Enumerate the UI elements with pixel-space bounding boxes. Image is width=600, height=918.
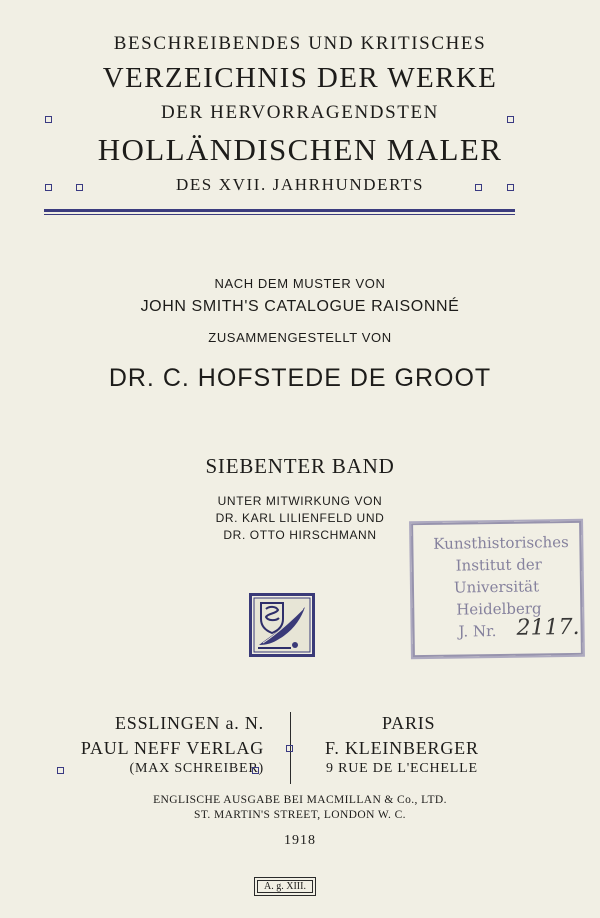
square-ornament-icon (252, 767, 259, 774)
title-line-2: VERZEICHNIS DER WERKE (102, 62, 498, 94)
title-rule-thin (44, 214, 515, 215)
author-name: DR. C. HOFSTEDE DE GROOT (108, 364, 492, 392)
square-ornament-icon (475, 184, 482, 191)
shelfmark-label: A. g. XIII. (254, 877, 316, 896)
square-ornament-icon (507, 184, 514, 191)
stamp-number: 2117. (516, 614, 580, 641)
english-edition-line-1: ENGLISCHE AUSGABE BEI MACMILLAN & Co., LTD. (153, 794, 447, 806)
square-ornament-icon (45, 184, 52, 191)
collab-line-2: DR. KARL LILIENFELD UND (215, 511, 385, 525)
publisher-right-name: F. KLEINBERGER (325, 738, 479, 758)
collab-line-1: UNTER MITWIRKUNG VON (217, 494, 383, 508)
title-rule-thick (44, 209, 515, 212)
model-line-3: ZUSAMMENGESTELLT VON (208, 330, 392, 345)
publisher-left-detail: (MAX SCHREIBER) (129, 761, 264, 776)
stamp-line-4: Heidelberg (456, 599, 542, 619)
publisher-left-name: PAUL NEFF VERLAG (80, 738, 264, 758)
title-line-4: HOLLÄNDISCHEN MALER (97, 132, 503, 167)
volume-title: SIEBENTER BAND (205, 454, 395, 478)
square-ornament-icon (45, 116, 52, 123)
square-ornament-icon (57, 767, 64, 774)
title-line-3: DER HERVORRAGENDSTEN (160, 102, 439, 123)
title-line-1: BESCHREIBENDES UND KRITISCHES (113, 33, 487, 54)
publisher-emblem-icon (249, 593, 315, 657)
stamp-line-3: Universität (453, 577, 540, 597)
publisher-right-city: PARIS (382, 713, 436, 733)
collab-line-3: DR. OTTO HIRSCHMANN (223, 528, 377, 542)
square-ornament-icon (286, 745, 293, 752)
publisher-left-city: ESSLINGEN a. N. (115, 713, 264, 733)
square-ornament-icon (507, 116, 514, 123)
library-stamp (411, 521, 583, 657)
model-line-1: NACH DEM MUSTER VON (214, 276, 386, 291)
stamp-line-5: J. Nr. (458, 622, 497, 641)
square-ornament-icon (76, 184, 83, 191)
stamp-line-2: Institut der (455, 555, 543, 575)
title-line-5: DES XVII. JAHRHUNDERTS (175, 175, 425, 194)
stamp-line-1: Kunsthistorisches (433, 532, 569, 553)
publication-year: 1918 (284, 833, 316, 848)
english-edition-line-2: ST. MARTIN'S STREET, LONDON W. C. (194, 809, 406, 821)
publisher-right-detail: 9 RUE DE L'ECHELLE (326, 761, 478, 776)
model-line-2: JOHN SMITH'S CATALOGUE RAISONNÉ (140, 298, 460, 315)
